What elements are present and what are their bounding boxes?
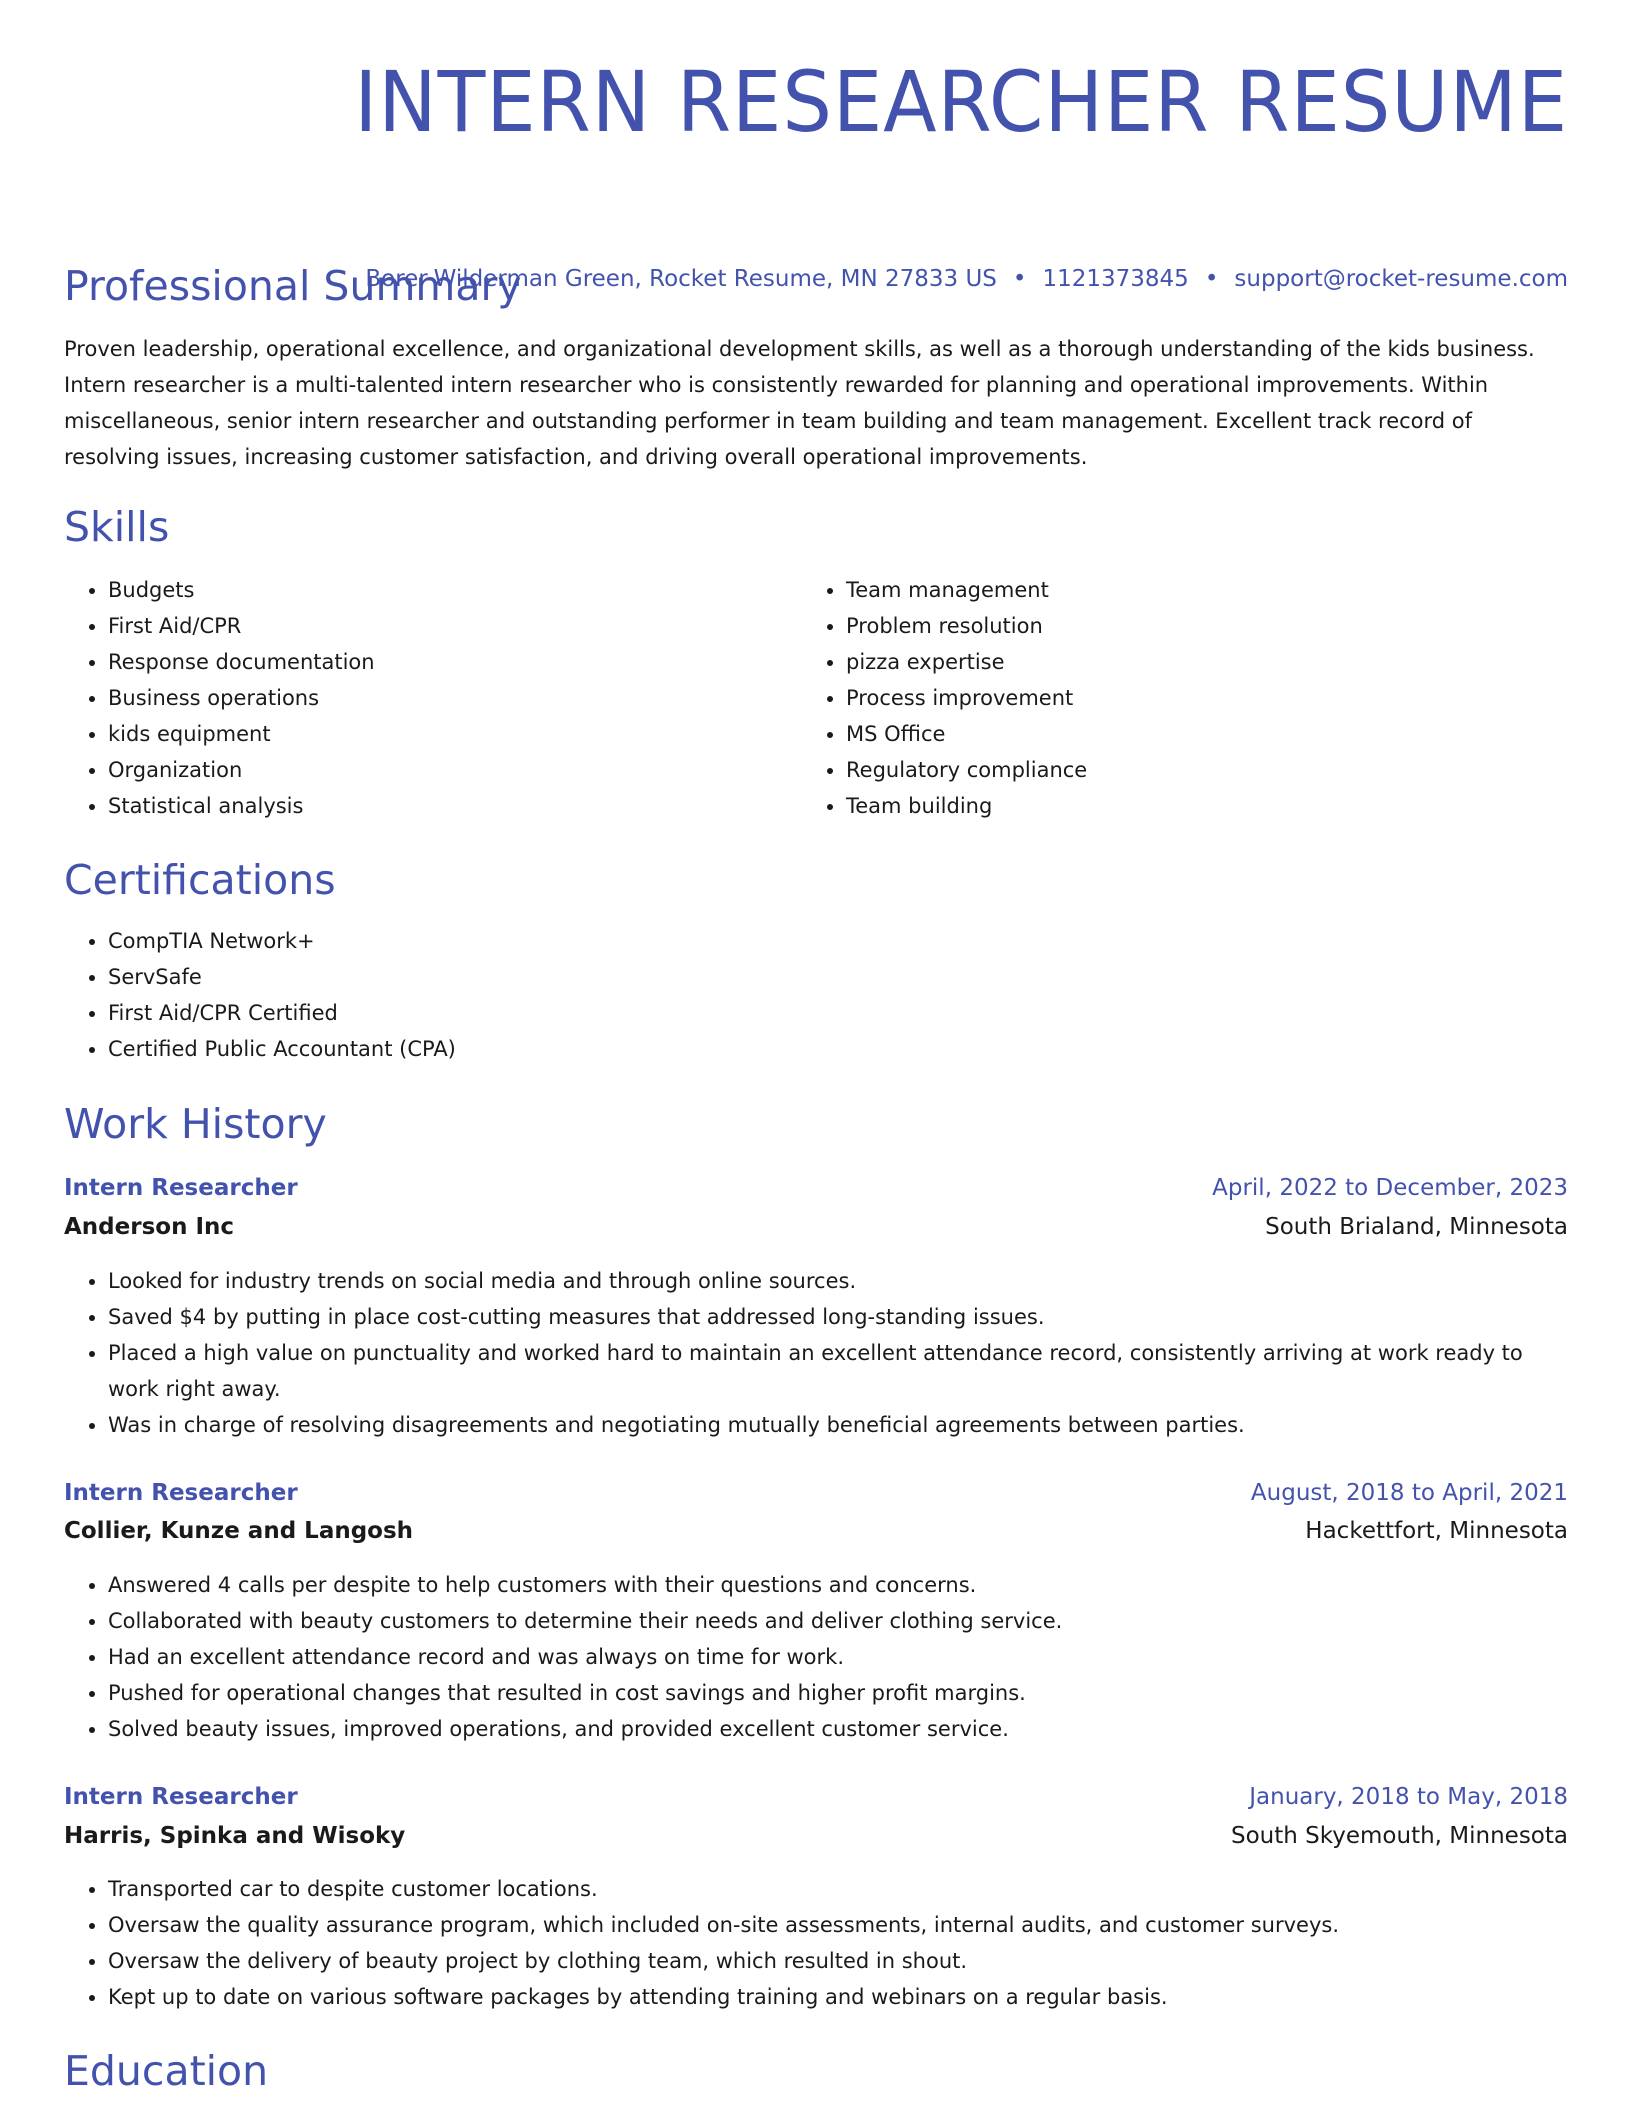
- list-item: • Statistical analysis: [108, 788, 808, 824]
- employer-name: Collier, Kunze and Langosh: [64, 1518, 414, 1544]
- job-employer-row: [64, 1821, 1568, 1851]
- list-item: • Process improvement: [846, 680, 1606, 716]
- summary-text: Proven leadership, operational excellence, and organizational development skills, as well as a thorough understanding of the kids business. Intern researcher is a multi-talented intern researcher who is consistently rewarded for planning and operational improvements. Within miscellaneous, senior intern researcher and outstanding performer in team building and team management. Excellent track record of resolving issues, increasing customer satisfaction, and driving overall operational improvements.: [64, 337, 1535, 469]
- list-item: • Team building: [846, 788, 1606, 824]
- list-item: • Team management: [846, 572, 1606, 608]
- list-item: • Response documentation: [108, 644, 808, 680]
- skills-list-left: [64, 572, 808, 824]
- job-dates: August, 2018 to April, 2021: [1250, 1480, 1568, 1506]
- list-item: • Solved beauty issues, improved operations, and provided excellent customer service.: [108, 1711, 1568, 1747]
- job-location: South Brialand, Minnesota: [1265, 1214, 1568, 1240]
- contact-address: Borer-Wilderman Green, Rocket Resume, MN 27833 US: [365, 266, 997, 292]
- list-item: • Saved $4 by putting in place cost-cutting measures that addressed long-standing issues.: [108, 1299, 1568, 1335]
- contact-separator: •: [1012, 266, 1027, 292]
- list-item: • Certified Public Accountant (CPA): [108, 1031, 1508, 1067]
- resume-title: INTERN RESEARCHER RESUME: [354, 53, 1568, 151]
- job-title: Intern Researcher: [64, 1784, 298, 1810]
- list-item: • kids equipment: [108, 716, 808, 752]
- list-item: • Kept up to date on various software packages by attending training and webinars on a regular basis.: [108, 1979, 1568, 2015]
- list-item: • Oversaw the delivery of beauty project by clothing team, which resulted in shout.: [108, 1943, 1568, 1979]
- job-location: Hackettfort, Minnesota: [1305, 1518, 1568, 1544]
- job-duties: [64, 1871, 1568, 2015]
- contact-separator: •: [1204, 266, 1219, 292]
- job-location: South Skyemouth, Minnesota: [1231, 1823, 1568, 1849]
- job-header: [64, 1478, 1568, 1508]
- job-dates: January, 2018 to May, 2018: [1249, 1784, 1568, 1810]
- list-item: • Answered 4 calls per despite to help customers with their questions and concerns.: [108, 1567, 1568, 1603]
- list-item: • Organization: [108, 752, 808, 788]
- contact-line: [365, 264, 1568, 294]
- list-item: • First Aid/CPR Certified: [108, 995, 1508, 1031]
- contact-email[interactable]: support@rocket-resume.com: [1234, 266, 1568, 292]
- list-item: • CompTIA Network+: [108, 923, 1508, 959]
- job-duties: [64, 1567, 1568, 1747]
- work-history-heading: Work History: [64, 1100, 327, 1148]
- list-item: • pizza expertise: [846, 644, 1606, 680]
- list-item: • Collaborated with beauty customers to determine their needs and deliver clothing service.: [108, 1603, 1568, 1639]
- list-item: • Oversaw the quality assurance program, which included on-site assessments, internal audits, and customer surveys.: [108, 1907, 1568, 1943]
- certifications-list: [64, 923, 1508, 1067]
- list-item: • Pushed for operational changes that resulted in cost savings and higher profit margins.: [108, 1675, 1568, 1711]
- certifications-heading: Certifications: [64, 856, 336, 904]
- job-title: Intern Researcher: [64, 1175, 298, 1201]
- job-employer-row: [64, 1516, 1568, 1546]
- list-item: • Placed a high value on punctuality and worked hard to maintain an excellent attendance record, consistently arriving at work ready to work right away.: [108, 1335, 1568, 1407]
- contact-phone: 1121373845: [1042, 266, 1189, 292]
- skills-heading: Skills: [64, 503, 170, 551]
- list-item: • Problem resolution: [846, 608, 1606, 644]
- job-header: [64, 1173, 1568, 1203]
- employer-name: Harris, Spinka and Wisoky: [64, 1823, 406, 1849]
- job-title: Intern Researcher: [64, 1480, 298, 1506]
- list-item: • Transported car to despite customer locations.: [108, 1871, 1568, 1907]
- list-item: • First Aid/CPR: [108, 608, 808, 644]
- summary-heading: Professional Summary: [64, 262, 522, 310]
- list-item: • Budgets: [108, 572, 808, 608]
- job-employer-row: [64, 1212, 1568, 1242]
- list-item: • Was in charge of resolving disagreements and negotiating mutually beneficial agreements between parties.: [108, 1407, 1568, 1443]
- list-item: • Had an excellent attendance record and was always on time for work.: [108, 1639, 1568, 1675]
- job-duties: [64, 1263, 1568, 1443]
- list-item: • Looked for industry trends on social media and through online sources.: [108, 1263, 1568, 1299]
- list-item: • ServSafe: [108, 959, 1508, 995]
- education-heading: Education: [64, 2047, 269, 2095]
- job-header: [64, 1782, 1568, 1812]
- list-item: • Business operations: [108, 680, 808, 716]
- skills-list-right: [802, 572, 1606, 824]
- job-dates: April, 2022 to December, 2023: [1212, 1175, 1568, 1201]
- employer-name: Anderson Inc: [64, 1214, 235, 1240]
- list-item: • MS Office: [846, 716, 1606, 752]
- list-item: • Regulatory compliance: [846, 752, 1606, 788]
